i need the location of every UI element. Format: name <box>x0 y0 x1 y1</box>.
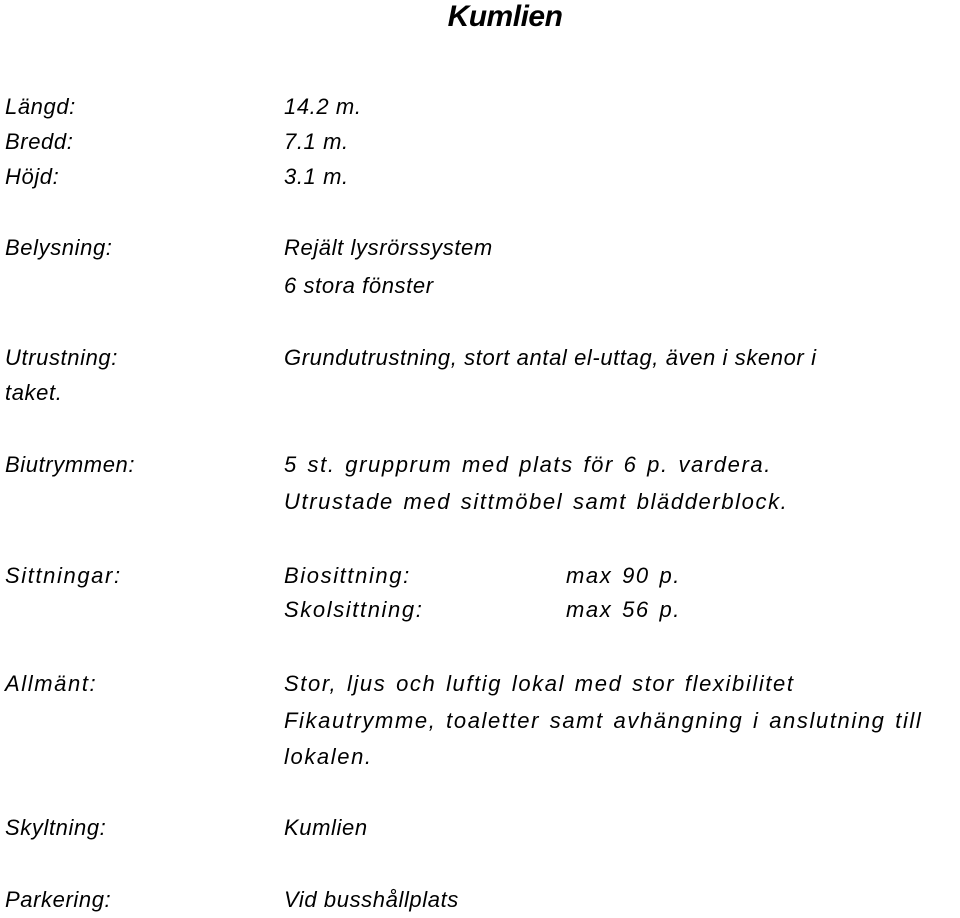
equipment-label: Utrustning: <box>5 345 118 370</box>
seating-type: Skolsittning: <box>284 597 424 622</box>
seating-capacity: max 90 p. <box>566 563 682 588</box>
seating-type: Biosittning: <box>284 563 411 588</box>
seating-capacity: max 56 p. <box>566 597 682 622</box>
general-line: Stor, ljus och luftig lokal med stor flexibilitet <box>284 671 795 696</box>
side-rooms-line: Utrustade med sittmöbel samt blädderblock. <box>284 489 789 514</box>
width-value: 7.1 m. <box>284 129 349 154</box>
general-line: lokalen. <box>284 744 373 769</box>
general-label: Allmänt: <box>5 671 98 696</box>
lighting-line: 6 stora fönster <box>284 273 434 298</box>
page-title: Kumlien <box>447 0 563 33</box>
length-value: 14.2 m. <box>284 94 362 119</box>
signage-value: Kumlien <box>284 815 368 840</box>
seatings-label: Sittningar: <box>5 563 122 588</box>
parking-value: Vid busshållplats <box>284 887 459 912</box>
lighting-label: Belysning: <box>5 235 113 260</box>
lighting-line: Rejält lysrörssystem <box>284 235 493 260</box>
side-rooms-line: 5 st. grupprum med plats för 6 p. vardera. <box>284 452 772 477</box>
signage-label: Skyltning: <box>5 815 107 840</box>
side-rooms-label: Biutrymmen: <box>5 452 136 477</box>
height-label: Höjd: <box>5 164 60 189</box>
equipment-continuation: taket. <box>5 380 63 405</box>
equipment-value: Grundutrustning, stort antal el-uttag, även i skenor i <box>284 345 817 370</box>
height-value: 3.1 m. <box>284 164 349 189</box>
length-label: Längd: <box>5 94 76 119</box>
width-label: Bredd: <box>5 129 74 154</box>
general-line: Fikautrymme, toaletter samt avhängning i anslutning till <box>284 708 923 733</box>
parking-label: Parkering: <box>5 887 112 912</box>
